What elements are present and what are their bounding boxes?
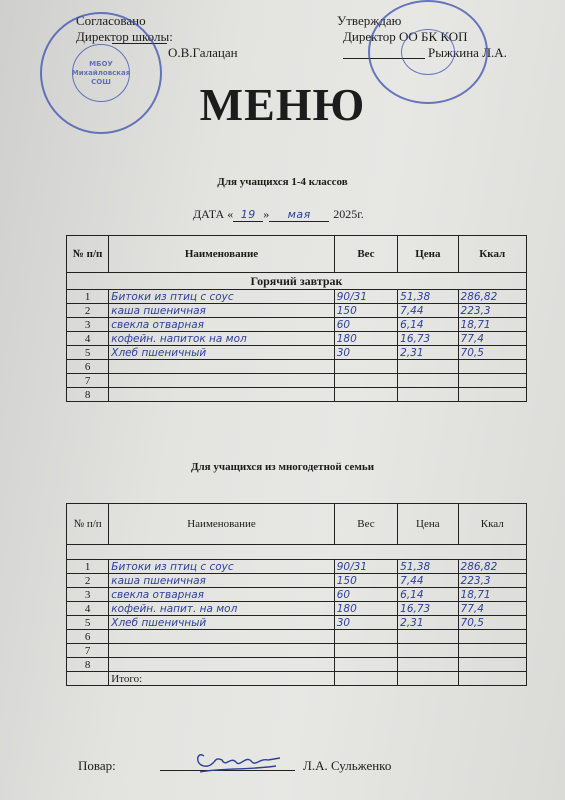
ooo-director-name: Рыжкина Л.А. bbox=[428, 45, 507, 60]
table-row bbox=[67, 630, 527, 644]
row-price: 51,38 bbox=[398, 290, 458, 304]
row-kcal bbox=[458, 630, 526, 644]
row-weight: 180 bbox=[334, 602, 397, 616]
row-weight: 150 bbox=[334, 304, 397, 318]
row-weight: 90/31 bbox=[334, 560, 397, 574]
date-line bbox=[193, 207, 364, 222]
row-weight: 60 bbox=[334, 588, 397, 602]
table-header-row bbox=[67, 236, 527, 273]
table-row bbox=[67, 388, 527, 402]
row-name: каша пшеничная bbox=[109, 574, 334, 588]
row-name bbox=[109, 630, 334, 644]
school-director-label: Директор школы: bbox=[76, 29, 173, 44]
row-price bbox=[398, 360, 458, 374]
col-price: Цена bbox=[398, 504, 458, 545]
table-row bbox=[67, 616, 527, 630]
row-price bbox=[398, 374, 458, 388]
row-price bbox=[398, 630, 458, 644]
stamp-center: МБОУ Михайловская СОШ bbox=[72, 44, 130, 102]
row-kcal: 70,5 bbox=[458, 346, 526, 360]
row-price: 2,31 bbox=[398, 616, 458, 630]
row-weight bbox=[334, 360, 397, 374]
row-price: 7,44 bbox=[398, 304, 458, 318]
row-num: 8 bbox=[67, 388, 109, 402]
row-weight: 60 bbox=[334, 318, 397, 332]
row-kcal bbox=[458, 644, 526, 658]
col-kcal: Ккал bbox=[458, 504, 526, 545]
school-director-name: О.В.Галацан bbox=[168, 45, 238, 60]
col-name: Наименование bbox=[109, 504, 334, 545]
row-kcal bbox=[458, 388, 526, 402]
row-name: свекла отварная bbox=[109, 588, 334, 602]
table-row bbox=[67, 318, 527, 332]
table-row bbox=[67, 346, 527, 360]
cook-signature bbox=[190, 742, 285, 778]
spacer-cell bbox=[67, 545, 527, 560]
row-name bbox=[109, 360, 334, 374]
row-name: Битоки из птиц с соус bbox=[109, 560, 334, 574]
row-price: 16,73 bbox=[398, 602, 458, 616]
row-kcal bbox=[458, 374, 526, 388]
row-num: 1 bbox=[67, 560, 109, 574]
row-num: 7 bbox=[67, 374, 109, 388]
row-num: 4 bbox=[67, 332, 109, 346]
menu-table-grades bbox=[66, 235, 527, 402]
subtitle-large-family: Для учащихся из многодетной семьи bbox=[190, 461, 375, 473]
col-num: № п/п bbox=[67, 504, 109, 545]
row-name: Хлеб пшеничный bbox=[109, 346, 334, 360]
row-price bbox=[398, 644, 458, 658]
row-weight bbox=[334, 644, 397, 658]
table-body bbox=[67, 290, 527, 402]
row-name bbox=[109, 388, 334, 402]
row-price: 51,38 bbox=[398, 560, 458, 574]
table-row bbox=[67, 602, 527, 616]
menu-table-large-family bbox=[66, 503, 527, 686]
row-price: 2,31 bbox=[398, 346, 458, 360]
row-num: 3 bbox=[67, 588, 109, 602]
row-weight: 30 bbox=[334, 616, 397, 630]
row-num: 7 bbox=[67, 644, 109, 658]
table-row bbox=[67, 644, 527, 658]
row-weight: 90/31 bbox=[334, 290, 397, 304]
row-weight: 150 bbox=[334, 574, 397, 588]
row-kcal: 223,3 bbox=[458, 574, 526, 588]
row-num: 2 bbox=[67, 574, 109, 588]
row-num: 6 bbox=[67, 630, 109, 644]
date-month: мая bbox=[269, 208, 329, 222]
date-prefix: ДАТА « bbox=[193, 207, 234, 221]
row-kcal: 286,82 bbox=[458, 290, 526, 304]
section-row bbox=[67, 273, 527, 290]
row-weight bbox=[334, 630, 397, 644]
row-price bbox=[398, 388, 458, 402]
row-num: 5 bbox=[67, 346, 109, 360]
table-row bbox=[67, 290, 527, 304]
row-price: 7,44 bbox=[398, 574, 458, 588]
row-kcal: 18,71 bbox=[458, 588, 526, 602]
row-name: Хлеб пшеничный bbox=[109, 616, 334, 630]
row-name: кофейн. напит. на мол bbox=[109, 602, 334, 616]
section-hot-breakfast: Горячий завтрак bbox=[67, 273, 527, 290]
total-row bbox=[67, 672, 527, 686]
row-num: 6 bbox=[67, 360, 109, 374]
table-header-row bbox=[67, 504, 527, 545]
col-price: Цена bbox=[398, 236, 458, 273]
table-row bbox=[67, 560, 527, 574]
total-label: Итого: bbox=[109, 672, 334, 686]
row-kcal: 18,71 bbox=[458, 318, 526, 332]
table-row bbox=[67, 304, 527, 318]
date-mid: » bbox=[263, 207, 270, 221]
row-num: 4 bbox=[67, 602, 109, 616]
row-name bbox=[109, 644, 334, 658]
row-name bbox=[109, 374, 334, 388]
row-weight bbox=[334, 374, 397, 388]
table-row bbox=[67, 332, 527, 346]
row-num: 2 bbox=[67, 304, 109, 318]
row-kcal: 70,5 bbox=[458, 616, 526, 630]
table-row bbox=[67, 658, 527, 672]
agreed-label: Согласовано bbox=[76, 13, 146, 28]
approved-label: Утверждаю bbox=[337, 13, 402, 28]
row-kcal bbox=[458, 658, 526, 672]
row-name: каша пшеничная bbox=[109, 304, 334, 318]
page-title: МЕНЮ bbox=[199, 79, 366, 130]
total-price bbox=[398, 672, 458, 686]
row-num: 3 bbox=[67, 318, 109, 332]
row-price: 6,14 bbox=[398, 318, 458, 332]
cook-name: Л.А. Сульженко bbox=[303, 758, 392, 773]
table-row bbox=[67, 360, 527, 374]
row-weight: 30 bbox=[334, 346, 397, 360]
table-body bbox=[67, 560, 527, 672]
date-day: 19 bbox=[233, 208, 263, 222]
table-row bbox=[67, 574, 527, 588]
row-weight bbox=[334, 658, 397, 672]
col-name: Наименование bbox=[109, 236, 334, 273]
table-row bbox=[67, 588, 527, 602]
date-year: 2025г. bbox=[333, 207, 364, 221]
row-price: 16,73 bbox=[398, 332, 458, 346]
row-name: свекла отварная bbox=[109, 318, 334, 332]
row-kcal bbox=[458, 360, 526, 374]
spacer-row bbox=[67, 545, 527, 560]
row-kcal: 286,82 bbox=[458, 560, 526, 574]
total-kcal bbox=[458, 672, 526, 686]
total-weight bbox=[334, 672, 397, 686]
row-kcal: 77,4 bbox=[458, 332, 526, 346]
row-price: 6,14 bbox=[398, 588, 458, 602]
subtitle-grades: Для учащихся 1-4 классов bbox=[217, 176, 348, 188]
col-num: № п/п bbox=[67, 236, 109, 273]
row-kcal: 223,3 bbox=[458, 304, 526, 318]
row-num: 8 bbox=[67, 658, 109, 672]
col-weight: Вес bbox=[334, 236, 397, 273]
row-name: Битоки из птиц с соус bbox=[109, 290, 334, 304]
table-row bbox=[67, 374, 527, 388]
row-num: 5 bbox=[67, 616, 109, 630]
row-weight: 180 bbox=[334, 332, 397, 346]
col-kcal: Ккал bbox=[458, 236, 526, 273]
row-name: кофейн. напиток на мол bbox=[109, 332, 334, 346]
cook-label: Повар: bbox=[78, 758, 116, 773]
row-num: 1 bbox=[67, 290, 109, 304]
col-weight: Вес bbox=[334, 504, 397, 545]
row-weight bbox=[334, 388, 397, 402]
stamp-center bbox=[401, 29, 455, 75]
row-name bbox=[109, 658, 334, 672]
ooo-director-label: Директор ОО БК КОП bbox=[343, 29, 468, 44]
total-num-cell bbox=[67, 672, 109, 686]
row-price bbox=[398, 658, 458, 672]
row-kcal: 77,4 bbox=[458, 602, 526, 616]
